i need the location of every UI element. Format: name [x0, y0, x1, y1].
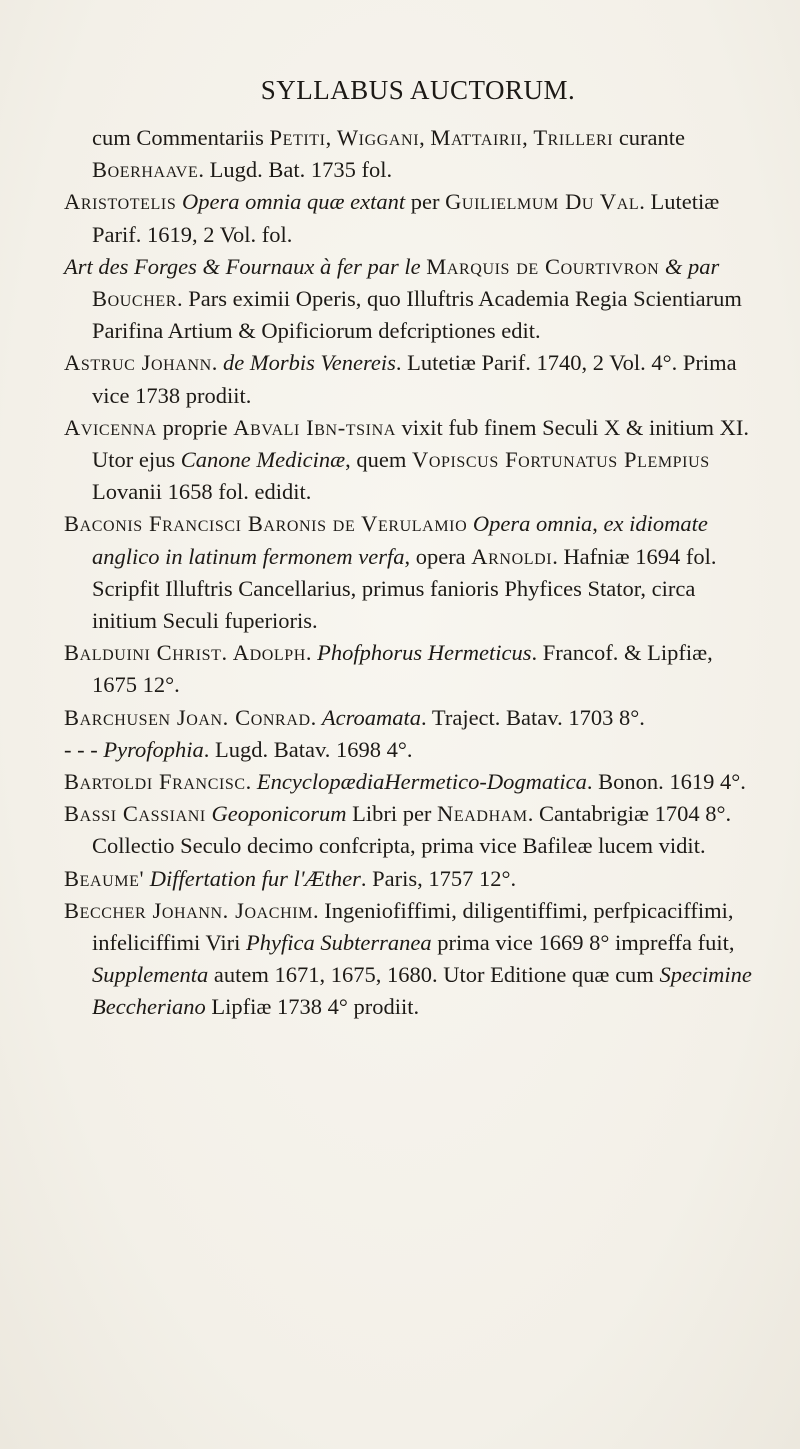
- entry-name-smallcaps: Avicenna: [64, 414, 158, 440]
- entry-text: . Lugd. Bat. 1735 fol.: [198, 157, 393, 183]
- entry-name-smallcaps: Neadham: [437, 801, 528, 827]
- entry-name-smallcaps: Vopiscus Fortunatus Plempius: [411, 447, 710, 473]
- bibliography-entry: [64, 637, 760, 701]
- entry-name-smallcaps: Arnoldi: [471, 543, 553, 569]
- bibliography-entry: [64, 863, 760, 895]
- bibliography-entry: [64, 766, 760, 798]
- bibliography-entry: [64, 186, 760, 250]
- entry-name-smallcaps: Mattairii: [430, 125, 523, 150]
- entry-title-italic: EncyclopædiaHermetico-Dogmatica: [256, 769, 587, 795]
- entry-text: proprie: [157, 414, 234, 440]
- bibliography-entry: [64, 702, 760, 734]
- entry-text: .: [305, 640, 318, 666]
- bibliography-list: [64, 122, 760, 1024]
- entry-text: vixit fub finem Seculi X & initium XI. Utor ejus: [92, 414, 749, 473]
- entry-text: autem 1671, 1675, 1680. Utor Editione quæ cum: [208, 962, 660, 988]
- entry-text: . Bonon. 1619 4°.: [586, 769, 746, 795]
- entry-text: . Traject. Batav. 1703 8°.: [421, 704, 645, 730]
- entry-title-italic: Differtation fur l'Æther: [149, 865, 361, 891]
- entry-title-italic: ex idiomate anglico in latinum fermonem verfa: [92, 511, 708, 569]
- entry-text: . Ingeniofiffimi, diligentiffimi, perfpicaciffimi, infeliciffimi Viri: [92, 897, 734, 956]
- entry-text: , quem: [345, 447, 412, 473]
- bibliography-entry: [64, 122, 760, 186]
- entry-title-italic: Opera omnia: [472, 511, 593, 537]
- entry-name-smallcaps: Abvali Ibn-tsina: [233, 414, 396, 440]
- entry-text: . Lugd. Batav. 1698 4°.: [203, 736, 413, 762]
- entry-text: Lipfiæ 1738 4° prodiit.: [205, 994, 420, 1020]
- bibliography-entry: [64, 347, 760, 411]
- entry-text: . Lutetiæ Parif. 1619, 2 Vol. fol.: [92, 189, 720, 247]
- entry-text: . Francof. & Lipfiæ, 1675 12°.: [92, 640, 713, 698]
- entry-text: . Hafniæ 1694 fol. Scripfit Illuftris Cancellarius, primus fanioris Phyfices Stator, circa initium Seculi fuperioris.: [92, 543, 717, 634]
- entry-text: .: [245, 769, 257, 795]
- entry-text: cum Commentariis: [92, 125, 270, 150]
- entry-text: . Lutetiæ Parif. 1740, 2 Vol. 4°. Prima vice 1738 prodiit.: [92, 350, 737, 408]
- entry-text: .: [310, 704, 322, 730]
- entry-name-smallcaps: Wiggani: [336, 125, 420, 150]
- entry-text: . Pars eximii Operis, quo Illuftris Academia Regia Scientiarum Parifina Artium & Opificiorum defcriptiones edit.: [92, 286, 742, 344]
- entry-title-italic: Geoponicorum: [211, 801, 347, 827]
- entry-title-italic: Opera omnia quæ extant: [181, 189, 406, 215]
- entry-name-smallcaps: Bassi Cassiani: [64, 801, 206, 827]
- entry-title-italic: & par: [664, 253, 720, 279]
- entry-name-smallcaps: Baconis Francisci Baronis de Verulamio: [64, 511, 468, 537]
- entry-title-italic: Specimine Beccheriano: [92, 962, 752, 1020]
- entry-text: curante: [613, 125, 686, 150]
- entry-name-smallcaps: Beccher Johann. Joachim: [64, 897, 313, 923]
- entry-name-smallcaps: Astruc Johann: [64, 350, 212, 376]
- running-head: SYLLABUS AUCTORUM.: [260, 75, 576, 105]
- entry-title-italic: de Morbis Venereis: [223, 350, 396, 376]
- bibliography-entry: [64, 508, 760, 637]
- entry-name-smallcaps: Beaume': [64, 865, 145, 891]
- entry-text: Libri per: [346, 801, 438, 827]
- bibliography-entry: [64, 798, 760, 862]
- entry-title-italic: Acroamata: [321, 704, 422, 730]
- entry-text: ,: [592, 511, 604, 537]
- entry-text: . Cantabrigiæ 1704 8°. Collectio Seculo decimo confcripta, prima vice Bafileæ lucem vidit.: [92, 801, 732, 859]
- entry-name-smallcaps: Bartoldi Francisc: [64, 769, 246, 795]
- bibliography-entry: [64, 895, 760, 1024]
- entry-title-italic: Canone Medicinæ: [180, 447, 346, 473]
- entry-name-smallcaps: Boucher: [92, 286, 177, 312]
- entry-text: - - -: [64, 736, 104, 762]
- entry-title-italic: Phyfica Subterranea: [246, 930, 432, 956]
- entry-name-smallcaps: Guilielmum Du Val: [445, 189, 640, 215]
- entry-text: prima vice 1669 8° impreffa fuit,: [431, 930, 735, 956]
- entry-text: ,: [325, 125, 337, 150]
- entry-name-smallcaps: Trilleri: [533, 125, 614, 150]
- bibliography-entry: [64, 734, 760, 766]
- entry-name-smallcaps: Aristotelis: [64, 189, 177, 215]
- entry-text: per: [405, 189, 446, 215]
- entry-text: . Paris, 1757 12°.: [360, 865, 517, 891]
- entry-text: , opera: [404, 543, 472, 569]
- entry-text: ,: [419, 125, 431, 150]
- entry-title-italic: Art des Forges & Fournaux à fer par le: [64, 253, 421, 279]
- entry-title-italic: Phofphorus Hermeticus: [317, 640, 532, 666]
- entry-name-smallcaps: Balduini Christ. Adolph: [64, 640, 306, 666]
- bibliography-entry: [64, 251, 760, 348]
- entry-text: Lovanii 1658 fol. edidit.: [92, 479, 312, 505]
- entry-name-smallcaps: Barchusen Joan. Conrad: [64, 704, 311, 730]
- entry-title-italic: Pyrofophia: [103, 736, 204, 762]
- entry-name-smallcaps: Petiti: [269, 125, 326, 150]
- entry-name-smallcaps: Marquis de Courtivron: [426, 253, 660, 279]
- entry-name-smallcaps: Boerhaave: [92, 157, 199, 183]
- entry-title-italic: Supplementa: [92, 962, 209, 988]
- bibliography-entry: [64, 412, 760, 509]
- entry-text: .: [211, 350, 224, 376]
- entry-text: ,: [522, 125, 534, 150]
